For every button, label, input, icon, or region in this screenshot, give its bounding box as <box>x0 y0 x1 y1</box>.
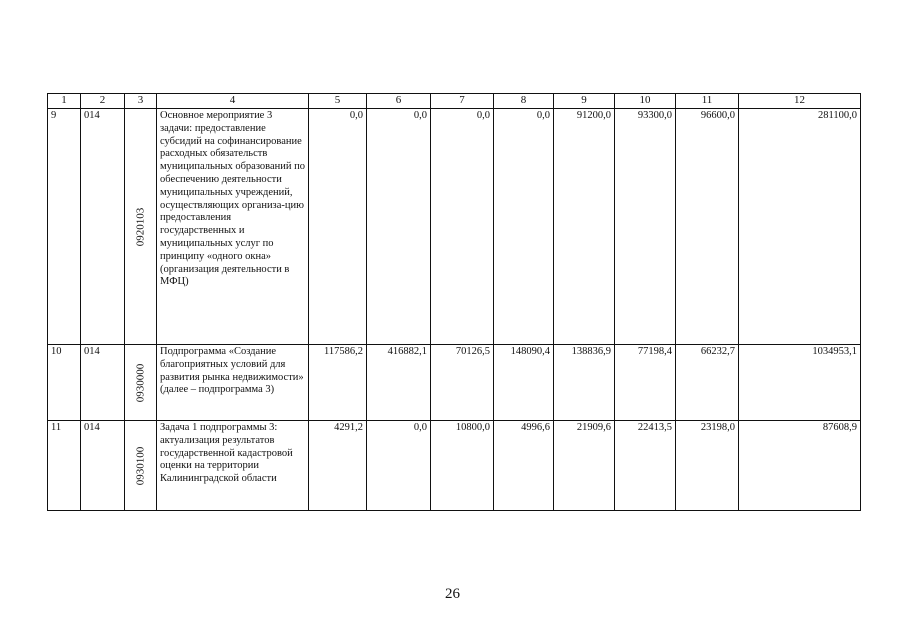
value-col-12: 281100,0 <box>739 109 861 345</box>
table-row <box>48 109 861 345</box>
item-description: Основное мероприятие 3 задачи: предоставление субсидий на софинансирование расходных обязательств муниципальных образований по обеспечению деятельности муниципальных учреждений, осуществляющих организа-цию предоставления государственных и муниципальных услуг по принципу «одного окна» (организация деятельности в МФЦ) <box>157 109 309 345</box>
header-row <box>48 94 861 109</box>
value-col-8: 148090,4 <box>494 345 554 421</box>
header-cell-7: 7 <box>431 94 494 109</box>
ministry-code: 014 <box>81 109 125 345</box>
value-col-6: 0,0 <box>367 109 431 345</box>
value-col-5: 4291,2 <box>309 421 367 511</box>
value-col-5: 117586,2 <box>309 345 367 421</box>
value-col-11: 96600,0 <box>676 109 739 345</box>
row-number: 10 <box>48 345 81 421</box>
item-description: Подпрограмма «Создание благоприятных условий для развития рынка недвижимости» (далее – подпрограмма 3) <box>157 345 309 421</box>
budget-table <box>47 93 861 511</box>
header-cell-9: 9 <box>554 94 615 109</box>
value-col-9: 91200,0 <box>554 109 615 345</box>
value-col-7: 10800,0 <box>431 421 494 511</box>
ministry-code: 014 <box>81 345 125 421</box>
header-cell-3: 3 <box>125 94 157 109</box>
value-col-9: 21909,6 <box>554 421 615 511</box>
row-number: 11 <box>48 421 81 511</box>
header-cell-12: 12 <box>739 94 861 109</box>
table-row <box>48 421 861 511</box>
header-cell-4: 4 <box>157 94 309 109</box>
header-cell-1: 1 <box>48 94 81 109</box>
item-description: Задача 1 подпрограммы 3: актуализация результатов государственной кадастровой оценки на территории Калининградской области <box>157 421 309 511</box>
value-col-11: 23198,0 <box>676 421 739 511</box>
value-col-6: 416882,1 <box>367 345 431 421</box>
row-number: 9 <box>48 109 81 345</box>
program-code-cell <box>125 345 157 421</box>
value-col-6: 0,0 <box>367 421 431 511</box>
value-col-12: 87608,9 <box>739 421 861 511</box>
value-col-8: 0,0 <box>494 109 554 345</box>
value-col-10: 77198,4 <box>615 345 676 421</box>
page-number: 26 <box>445 586 460 602</box>
value-col-7: 70126,5 <box>431 345 494 421</box>
header-cell-10: 10 <box>615 94 676 109</box>
value-col-8: 4996,6 <box>494 421 554 511</box>
value-col-10: 93300,0 <box>615 109 676 345</box>
value-col-11: 66232,7 <box>676 345 739 421</box>
value-col-12: 1034953,1 <box>739 345 861 421</box>
program-code: 0930100 <box>133 446 146 485</box>
header-cell-5: 5 <box>309 94 367 109</box>
ministry-code: 014 <box>81 421 125 511</box>
program-code: 0930000 <box>133 363 146 402</box>
table-row <box>48 345 861 421</box>
program-code-cell <box>125 109 157 345</box>
value-col-5: 0,0 <box>309 109 367 345</box>
value-col-10: 22413,5 <box>615 421 676 511</box>
value-col-9: 138836,9 <box>554 345 615 421</box>
header-cell-2: 2 <box>81 94 125 109</box>
header-cell-8: 8 <box>494 94 554 109</box>
value-col-7: 0,0 <box>431 109 494 345</box>
header-cell-11: 11 <box>676 94 739 109</box>
program-code: 0920103 <box>133 207 146 246</box>
program-code-cell <box>125 421 157 511</box>
header-cell-6: 6 <box>367 94 431 109</box>
